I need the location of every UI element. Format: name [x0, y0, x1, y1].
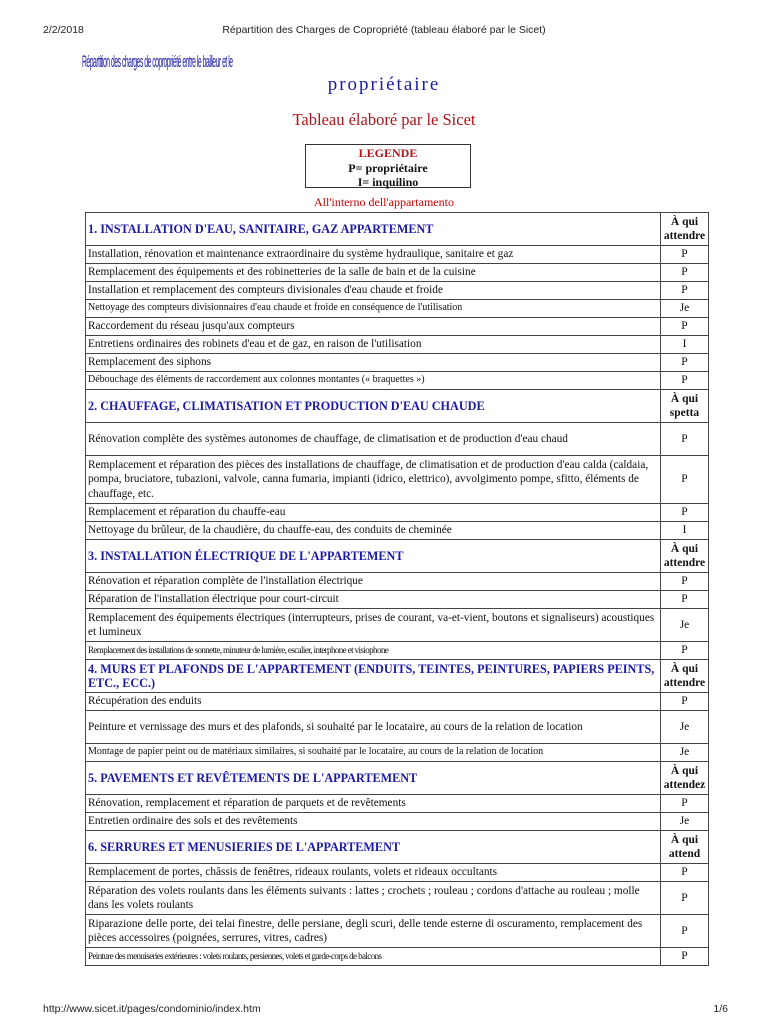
- page-heading: propriétaire: [327, 74, 441, 95]
- row-value: P: [661, 423, 709, 456]
- table-row: [86, 504, 709, 522]
- table-row: [86, 693, 709, 711]
- row-text: Remplacement et réparation des pièces des installations de chauffage, de climatisation et de production d'eau calda (caldaia, pompa, bruciatore, tubazioni, valvole, canna fumaria, impianti (idrico, elettrico), avvolgimento pompe, sfitto, éléments de chauffage, etc.: [86, 456, 661, 504]
- table-row: [86, 423, 709, 456]
- section-header: [86, 660, 709, 693]
- table-row: [86, 336, 709, 354]
- section-header: [86, 213, 709, 246]
- row-text: Nettoyage des compteurs divisionnaires d'eau chaude et froide en conséquence de l'utilisation: [86, 300, 661, 318]
- row-text: Entretiens ordinaires des robinets d'eau et de gaz, en raison de l'utilisation: [86, 336, 661, 354]
- table-row: [86, 591, 709, 609]
- row-text: Remplacement et réparation du chauffe-eau: [86, 504, 661, 522]
- row-text: Installation, rénovation et maintenance extraordinaire du système hydraulique, sanitaire et gaz: [86, 246, 661, 264]
- table-row: [86, 882, 709, 915]
- table-row: [86, 354, 709, 372]
- row-value: Je: [661, 609, 709, 642]
- print-title: Répartition des Charges de Copropriété (tableau élaboré par le Sicet): [222, 24, 546, 36]
- table-row: [86, 813, 709, 831]
- table-row: [86, 246, 709, 264]
- row-value: P: [661, 864, 709, 882]
- table-row: [86, 456, 709, 504]
- footer-page: 1/6: [713, 1003, 728, 1015]
- section-title: 5. PAVEMENTS ET REVÊTEMENTS DE L'APPARTEMENT: [86, 762, 661, 795]
- row-text: Réparation des volets roulants dans les éléments suivants : lattes ; crochets ; rouleau ; cordons d'attache au rouleau ; molle dans les volets roulants: [86, 882, 661, 915]
- column-header: À qui attend: [661, 831, 709, 864]
- row-value: P: [661, 504, 709, 522]
- column-header: À qui attendez: [661, 762, 709, 795]
- row-text: Entretien ordinaire des sols et des revêtements: [86, 813, 661, 831]
- row-text: Peinture des menuiseries extérieures : volets roulants, persiennes, volets et garde-corps de balcons: [86, 948, 661, 966]
- charges-table: [85, 212, 709, 966]
- table-row: [86, 264, 709, 282]
- section-title: 3. INSTALLATION ÉLECTRIQUE DE L'APPARTEMENT: [86, 540, 661, 573]
- table-row: [86, 642, 709, 660]
- table-row: [86, 522, 709, 540]
- row-value: P: [661, 246, 709, 264]
- row-value: P: [661, 318, 709, 336]
- row-value: P: [661, 282, 709, 300]
- row-text: Rénovation, remplacement et réparation de parquets et de revêtements: [86, 795, 661, 813]
- table-row: [86, 372, 709, 390]
- table-row: [86, 948, 709, 966]
- row-value: Je: [661, 744, 709, 762]
- legend-i: I= inquilino: [357, 175, 419, 189]
- section-header: [86, 831, 709, 864]
- row-value: P: [661, 948, 709, 966]
- legend-p: P= propriétaire: [348, 160, 428, 175]
- row-text: Réparation de l'installation électrique pour court-circuit: [86, 591, 661, 609]
- row-text: Riparazione delle porte, dei telai finestre, delle persiane, degli scuri, delle tende esterne di oscuramento, remplacement des pièces accessoires (poignées, serrures, vitres, cadres): [86, 915, 661, 948]
- row-value: P: [661, 591, 709, 609]
- table-row: [86, 795, 709, 813]
- row-text: Remplacement des siphons: [86, 354, 661, 372]
- row-value: I: [661, 522, 709, 540]
- row-value: P: [661, 573, 709, 591]
- row-text: Installation et remplacement des compteurs divisionales d'eau chaude et froide: [86, 282, 661, 300]
- row-text: Remplacement des équipements et des robinetteries de la salle de bain et de la cuisine: [86, 264, 661, 282]
- row-value: Je: [661, 711, 709, 744]
- print-date: 2/2/2018: [43, 24, 84, 36]
- row-value: P: [661, 882, 709, 915]
- row-text: Raccordement du réseau jusqu'aux compteurs: [86, 318, 661, 336]
- table-row: [86, 609, 709, 642]
- table-row: [86, 282, 709, 300]
- row-text: Nettoyage du brûleur, de la chaudière, du chauffe-eau, des conduits de cheminée: [86, 522, 661, 540]
- row-value: I: [661, 336, 709, 354]
- section-title: 6. SERRURES ET MENUSIERIES DE L'APPARTEMENT: [86, 831, 661, 864]
- interno-label: All'interno dell'appartamento: [314, 195, 454, 209]
- table-row: [86, 573, 709, 591]
- section-title: 2. CHAUFFAGE, CLIMATISATION ET PRODUCTION D'EAU CHAUDE: [86, 390, 661, 423]
- row-value: P: [661, 264, 709, 282]
- section-header: [86, 540, 709, 573]
- row-value: P: [661, 915, 709, 948]
- row-text: Rénovation complète des systèmes autonomes de chauffage, de climatisation et de production d'eau chaud: [86, 423, 661, 456]
- column-header: À qui spetta: [661, 390, 709, 423]
- table-row: [86, 864, 709, 882]
- column-header: À qui attendre: [661, 213, 709, 246]
- row-value: P: [661, 372, 709, 390]
- row-text: Récupération des enduits: [86, 693, 661, 711]
- row-text: Remplacement des équipements électriques (interrupteurs, prises de courant, va-et-vient, boutons et signaliseurs) acoustiques et lumineux: [86, 609, 661, 642]
- row-text: Remplacement des installations de sonnette, minuteur de lumière, escalier, interphone et visiophone: [86, 642, 661, 660]
- table-row: [86, 744, 709, 762]
- row-text: Débouchage des éléments de raccordement aux colonnes montantes (« braquettes »): [86, 372, 661, 390]
- table-row: [86, 915, 709, 948]
- row-value: P: [661, 354, 709, 372]
- table-row: [86, 318, 709, 336]
- row-value: P: [661, 795, 709, 813]
- column-header: À qui attendre: [661, 540, 709, 573]
- row-text: Peinture et vernissage des murs et des plafonds, si souhaité par le locataire, au cours de la relation de location: [86, 711, 661, 744]
- row-value: Je: [661, 813, 709, 831]
- row-text: Remplacement de portes, châssis de fenêtres, rideaux roulants, volets et rideaux occultants: [86, 864, 661, 882]
- legend-box: [305, 144, 471, 188]
- row-text: Montage de papier peint ou de matériaux similaires, si souhaité par le locataire, au cours de la relation de location: [86, 744, 661, 762]
- row-value: P: [661, 693, 709, 711]
- row-value: Je: [661, 300, 709, 318]
- page-subtitle: Tableau élaboré par le Sicet: [292, 110, 476, 129]
- legend-title: LEGENDE: [358, 146, 418, 160]
- table-row: [86, 711, 709, 744]
- row-value: P: [661, 456, 709, 504]
- column-header: À qui attendre: [661, 660, 709, 693]
- section-header: [86, 390, 709, 423]
- section-header: [86, 762, 709, 795]
- row-value: P: [661, 642, 709, 660]
- squashed-title: Répartition des charges de copropriété entre le bailleur et le: [82, 52, 233, 71]
- section-title: 4. MURS ET PLAFONDS DE L'APPARTEMENT (ENDUITS, TEINTES, PEINTURES, PAPIERS PEINTS, ETC., ECC.): [86, 660, 661, 693]
- footer-url: http://www.sicet.it/pages/condominio/index.htm: [43, 1003, 261, 1015]
- table-row: [86, 300, 709, 318]
- row-text: Rénovation et réparation complète de l'installation électrique: [86, 573, 661, 591]
- section-title: 1. INSTALLATION D'EAU, SANITAIRE, GAZ APPARTEMENT: [86, 213, 661, 246]
